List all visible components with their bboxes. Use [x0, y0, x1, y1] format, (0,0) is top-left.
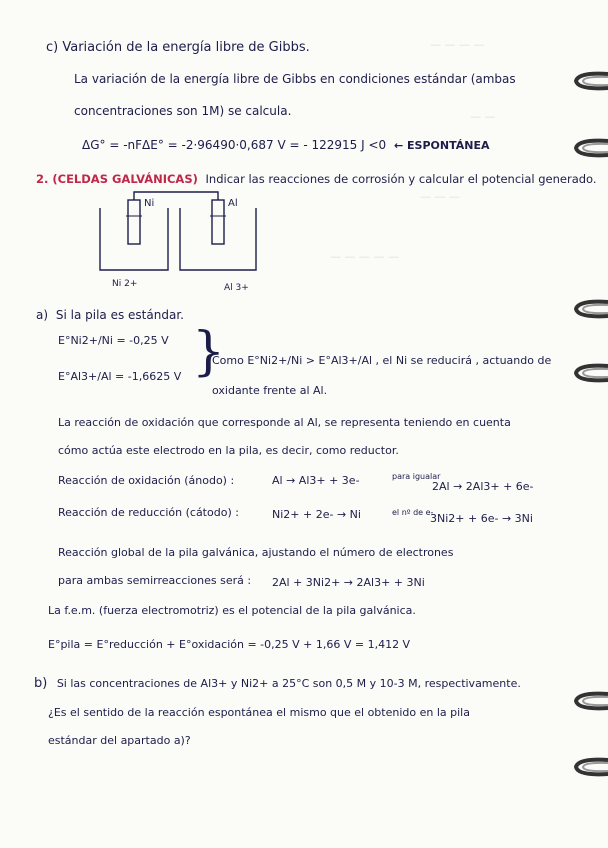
binder-ring-icon — [568, 70, 608, 92]
part-a-header — [36, 308, 184, 322]
oxidation-explanation-line2: cómo actúa este electrodo en la pila, es decir, como reductor. — [58, 444, 399, 457]
problem-2-header — [36, 172, 597, 186]
part-b-question-line2: ¿Es el sentido de la reacción espontánea el mismo que el obtenido en la pila — [48, 706, 470, 719]
oxidation-label: Reacción de oxidación (ánodo) : — [58, 474, 235, 487]
show-through-mark: — — — — — [430, 38, 485, 51]
electrons-note: el nº de e- — [392, 508, 434, 517]
part-b-line1 — [34, 676, 521, 691]
binder-ring-icon — [568, 137, 608, 159]
global-reaction-line2: para ambas semirreacciones será : — [58, 574, 252, 587]
fem-definition: La f.e.m. (fuerza electromotriz) es el potencial de la pila galvánica. — [48, 604, 416, 617]
standard-potential-ni: E°Ni2+/Ni = -0,25 V — [58, 334, 169, 347]
binder-ring-icon — [568, 690, 608, 712]
binder-ring-icon — [568, 362, 608, 384]
section-c-text-line2: concentraciones son 1M) se calcula. — [74, 104, 292, 118]
right-beaker — [180, 208, 256, 270]
show-through-mark: — — — — — — [330, 250, 399, 263]
binder-ring-icon — [568, 298, 608, 320]
section-c-heading: c) Variación de la energía libre de Gibbs. — [46, 40, 310, 55]
nickel-electrode — [128, 200, 140, 244]
potential-comparison-line2: oxidante frente al Al. — [212, 384, 328, 397]
global-reaction-line1: Reacción global de la pila galvánica, ajustando el número de electrones — [58, 546, 454, 559]
part-a-label: a) — [36, 308, 49, 322]
gibbs-equation: ΔG° = -nFΔE° = -2·96490·0,687 V = - 122915 J <0 — [82, 138, 387, 152]
standard-potential-al: E°Al3+/Al = -1,6625 V — [58, 370, 182, 383]
left-beaker — [100, 208, 168, 270]
equalize-note: para igualar — [392, 472, 441, 481]
brace-icon: } — [192, 322, 226, 382]
aluminum-electrode — [212, 200, 224, 244]
oxidation-half-equation: Al → Al3+ + 3e- — [272, 474, 360, 487]
binder-ring-icon — [568, 756, 608, 778]
reduction-label: Reacción de reducción (cátodo) : — [58, 506, 239, 519]
section-c-text-line1: La variación de la energía libre de Gibbs en condiciones estándar (ambas — [74, 72, 516, 86]
part-b-label: b) — [34, 676, 48, 691]
part-b-question-line3: estándar del apartado a)? — [48, 734, 191, 747]
equalized-reduction: 3Ni2+ + 6e- → 3Ni — [430, 512, 533, 525]
part-a-question: Si la pila es estándar. — [55, 308, 184, 322]
global-reaction-equation: 2Al + 3Ni2+ → 2Al3+ + 3Ni — [272, 576, 425, 589]
show-through-mark: — — — [470, 110, 496, 123]
left-electrode-label: Ni — [144, 198, 155, 209]
right-solution-label: Al 3+ — [224, 283, 249, 293]
oxidation-explanation-line1: La reacción de oxidación que corresponde al Al, se representa teniendo en cuenta — [58, 416, 511, 429]
problem-2-statement: Indicar las reacciones de corrosión y calcular el potencial generado. — [205, 172, 597, 186]
fem-calculation: E°pila = E°reducción + E°oxidación = -0,25 V + 1,66 V = 1,412 V — [48, 638, 411, 651]
part-b-question-line1: Si las concentraciones de Al3+ y Ni2+ a 25°C son 0,5 M y 10-3 M, respectivamente. — [56, 677, 521, 690]
show-through-mark: — — — — [420, 190, 460, 203]
right-electrode-label: Al — [228, 198, 238, 209]
equalized-oxidation: 2Al → 2Al3+ + 6e- — [432, 480, 534, 493]
galvanic-cell-diagram — [96, 190, 266, 300]
spontaneous-label: ← ESPONTÁNEA — [393, 139, 490, 152]
gibbs-formula — [82, 138, 489, 152]
left-solution-label: Ni 2+ — [112, 279, 138, 289]
potential-comparison-line1: Como E°Ni2+/Ni > E°Al3+/Al , el Ni se reducirá , actuando de — [212, 354, 552, 367]
reduction-half-equation: Ni2+ + 2e- → Ni — [272, 508, 361, 521]
problem-2-number: 2. (CELDAS GALVÁNICAS) — [36, 172, 198, 186]
